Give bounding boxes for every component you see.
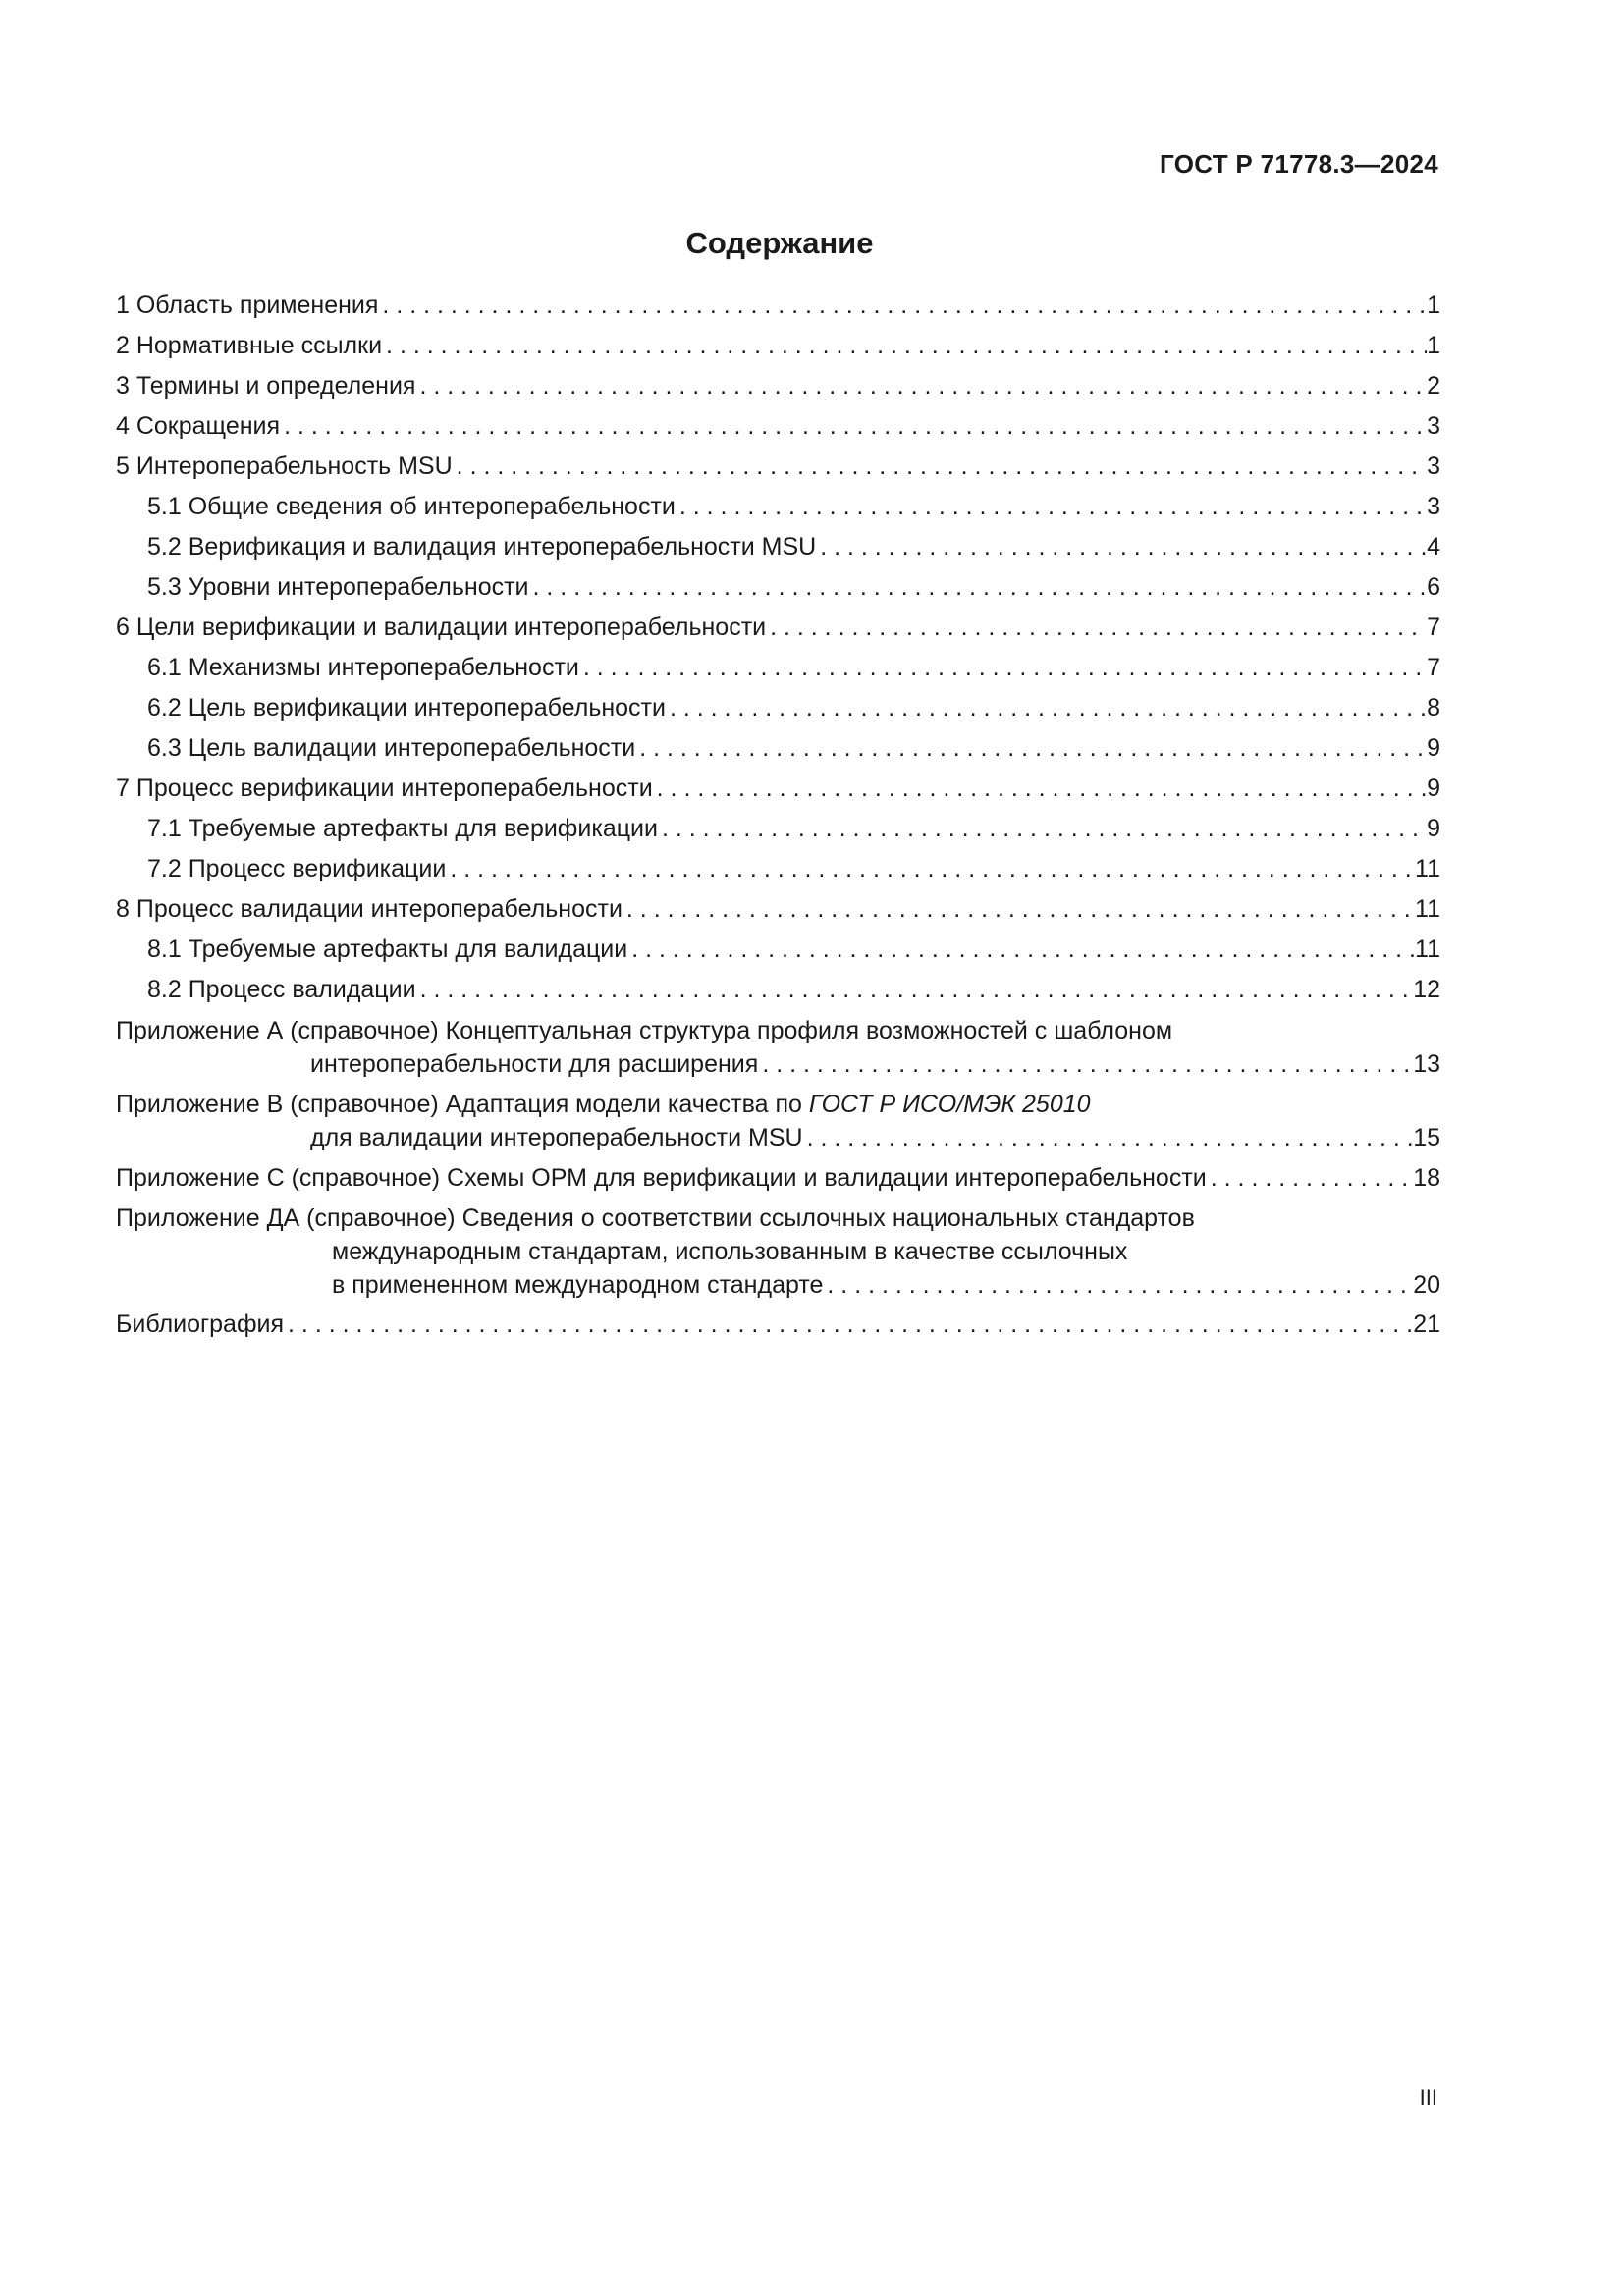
toc-entry-page: 3 [1427,412,1440,440]
toc-entry-8-1[interactable] [116,930,1440,970]
toc-entry-page: 9 [1427,774,1440,802]
toc-entry-8[interactable] [116,889,1440,930]
leader-dots [666,688,1427,728]
toc-entry-appendix-da[interactable] [116,1198,1440,1305]
appendix-b-standard-ref: ГОСТ Р ИСО/МЭК 25010 [808,1091,1091,1118]
page-number: III [1419,2085,1437,2109]
leader-dots [1207,1161,1413,1195]
toc-entry-label: 7.1 Требуемые артефакты для верификации [147,815,658,842]
appendix-da-line3: в примененном международном стандарте [332,1271,824,1299]
toc-entry-label: 8 Процесс валидации интероперабельности [116,895,623,923]
toc-entry-page: 1 [1427,292,1440,319]
toc-entry-label: 6.3 Цель валидации интероперабельности [147,734,636,762]
leader-dots [823,1268,1413,1302]
leader-dots [453,447,1427,487]
toc-entry-page: 13 [1413,1050,1440,1078]
leader-dots [658,809,1427,849]
table-of-contents [116,286,1440,1345]
toc-entry-page: 9 [1427,734,1440,762]
toc-entry-page: 15 [1413,1124,1440,1151]
toc-entry-7-2[interactable] [116,849,1440,889]
appendix-da-line1: Приложение ДА (справочное) Сведения о соответствии ссылочных национальных стандартов [116,1204,1195,1232]
appendix-a-line1: Приложение А (справочное) Концептуальная структура профиля возможностей с шаблоном [116,1017,1173,1044]
toc-entry-5[interactable] [116,447,1440,487]
toc-entry-bibliography[interactable] [116,1305,1440,1345]
toc-entry-label: 7.2 Процесс верификации [147,855,447,882]
leader-dots [635,728,1427,769]
toc-entry-6-3[interactable] [116,728,1440,769]
appendix-da-line2: международным стандартам, использованным в качестве ссылочных [332,1238,1128,1265]
toc-entry-1[interactable] [116,286,1440,326]
toc-entry-label: 6.1 Механизмы интероперабельности [147,654,579,681]
leader-dots [529,567,1428,608]
toc-entry-label: 5 Интероперабельность MSU [116,453,453,480]
toc-entry-page: 11 [1415,935,1440,963]
toc-entry-label: 3 Термины и определения [116,372,416,400]
toc-entry-page: 7 [1427,614,1440,641]
toc-entry-page: 8 [1427,694,1440,721]
toc-entry-page: 11 [1415,895,1440,923]
toc-entry-appendix-b[interactable] [116,1084,1440,1157]
leader-dots [446,849,1415,889]
toc-entry-label: 4 Сокращения [116,412,281,440]
standard-code: ГОСТ Р 71778.3—2024 [1160,149,1438,179]
toc-entry-5-2[interactable] [116,527,1440,567]
toc-entry-page: 9 [1427,815,1440,842]
toc-entry-label: 8.1 Требуемые артефакты для валидации [147,935,628,963]
toc-entry-3[interactable] [116,366,1440,406]
leader-dots [280,406,1427,447]
leader-dots [416,970,1414,1010]
toc-entry-label: 7 Процесс верификации интероперабельности [116,774,653,802]
toc-entry-5-3[interactable] [116,567,1440,608]
leader-dots [284,1305,1413,1345]
leader-dots [627,930,1415,970]
leader-dots [623,889,1415,930]
toc-entry-8-2[interactable] [116,970,1440,1010]
leader-dots [579,648,1427,688]
toc-entry-6-1[interactable] [116,648,1440,688]
toc-entry-label: 6.2 Цель верификации интероперабельности [147,694,666,721]
toc-entry-appendix-a[interactable] [116,1010,1440,1084]
toc-entry-page: 18 [1413,1164,1440,1192]
leader-dots [382,326,1427,366]
toc-entry-5-1[interactable] [116,487,1440,527]
toc-entry-label: 5.2 Верификация и валидация интероперабельности MSU [147,533,817,561]
toc-entry-appendix-c[interactable] [116,1157,1440,1198]
leader-dots [766,608,1427,648]
leader-dots [816,527,1427,567]
leader-dots [653,769,1427,809]
toc-entry-page: 11 [1415,855,1440,882]
toc-entry-label: 2 Нормативные ссылки [116,332,383,359]
leader-dots [758,1047,1413,1081]
toc-entry-page: 2 [1427,372,1440,400]
appendix-a-line2: интероперабельности для расширения [310,1050,759,1078]
appendix-b-line2: для валидации интероперабельности MSU [310,1124,803,1151]
toc-entry-label: 5.3 Уровни интероперабельности [147,573,529,601]
toc-entry-page: 4 [1427,533,1440,561]
leader-dots [378,286,1427,326]
leader-dots [415,366,1427,406]
toc-entry-page: 3 [1427,493,1440,520]
toc-entry-label: 1 Область применения [116,292,379,319]
toc-entry-label: 5.1 Общие сведения об интероперабельности [147,493,676,520]
appendix-c-line1: Приложение С (справочное) Схемы ОРМ для верификации и валидации интероперабельности [116,1164,1207,1192]
leader-dots [676,487,1427,527]
toc-entry-page: 21 [1413,1310,1440,1338]
toc-entry-page: 3 [1427,453,1440,480]
toc-entry-page: 1 [1427,332,1440,359]
toc-entry-4[interactable] [116,406,1440,447]
toc-entry-7[interactable] [116,769,1440,809]
toc-entry-6[interactable] [116,608,1440,648]
toc-entry-2[interactable] [116,326,1440,366]
toc-title: Содержание [685,226,874,260]
toc-entry-page: 20 [1413,1271,1440,1299]
toc-entry-6-2[interactable] [116,688,1440,728]
appendix-b-line1: Приложение В (справочное) Адаптация модели качества по [116,1091,809,1118]
toc-entry-page: 7 [1427,654,1440,681]
toc-entry-label: 6 Цели верификации и валидации интероперабельности [116,614,767,641]
toc-entry-page: 6 [1427,573,1440,601]
leader-dots [803,1121,1414,1154]
toc-entry-page: 12 [1413,976,1440,1003]
toc-entry-label: 8.2 Процесс валидации [147,976,416,1003]
toc-entry-label: Библиография [116,1310,285,1338]
toc-entry-7-1[interactable] [116,809,1440,849]
